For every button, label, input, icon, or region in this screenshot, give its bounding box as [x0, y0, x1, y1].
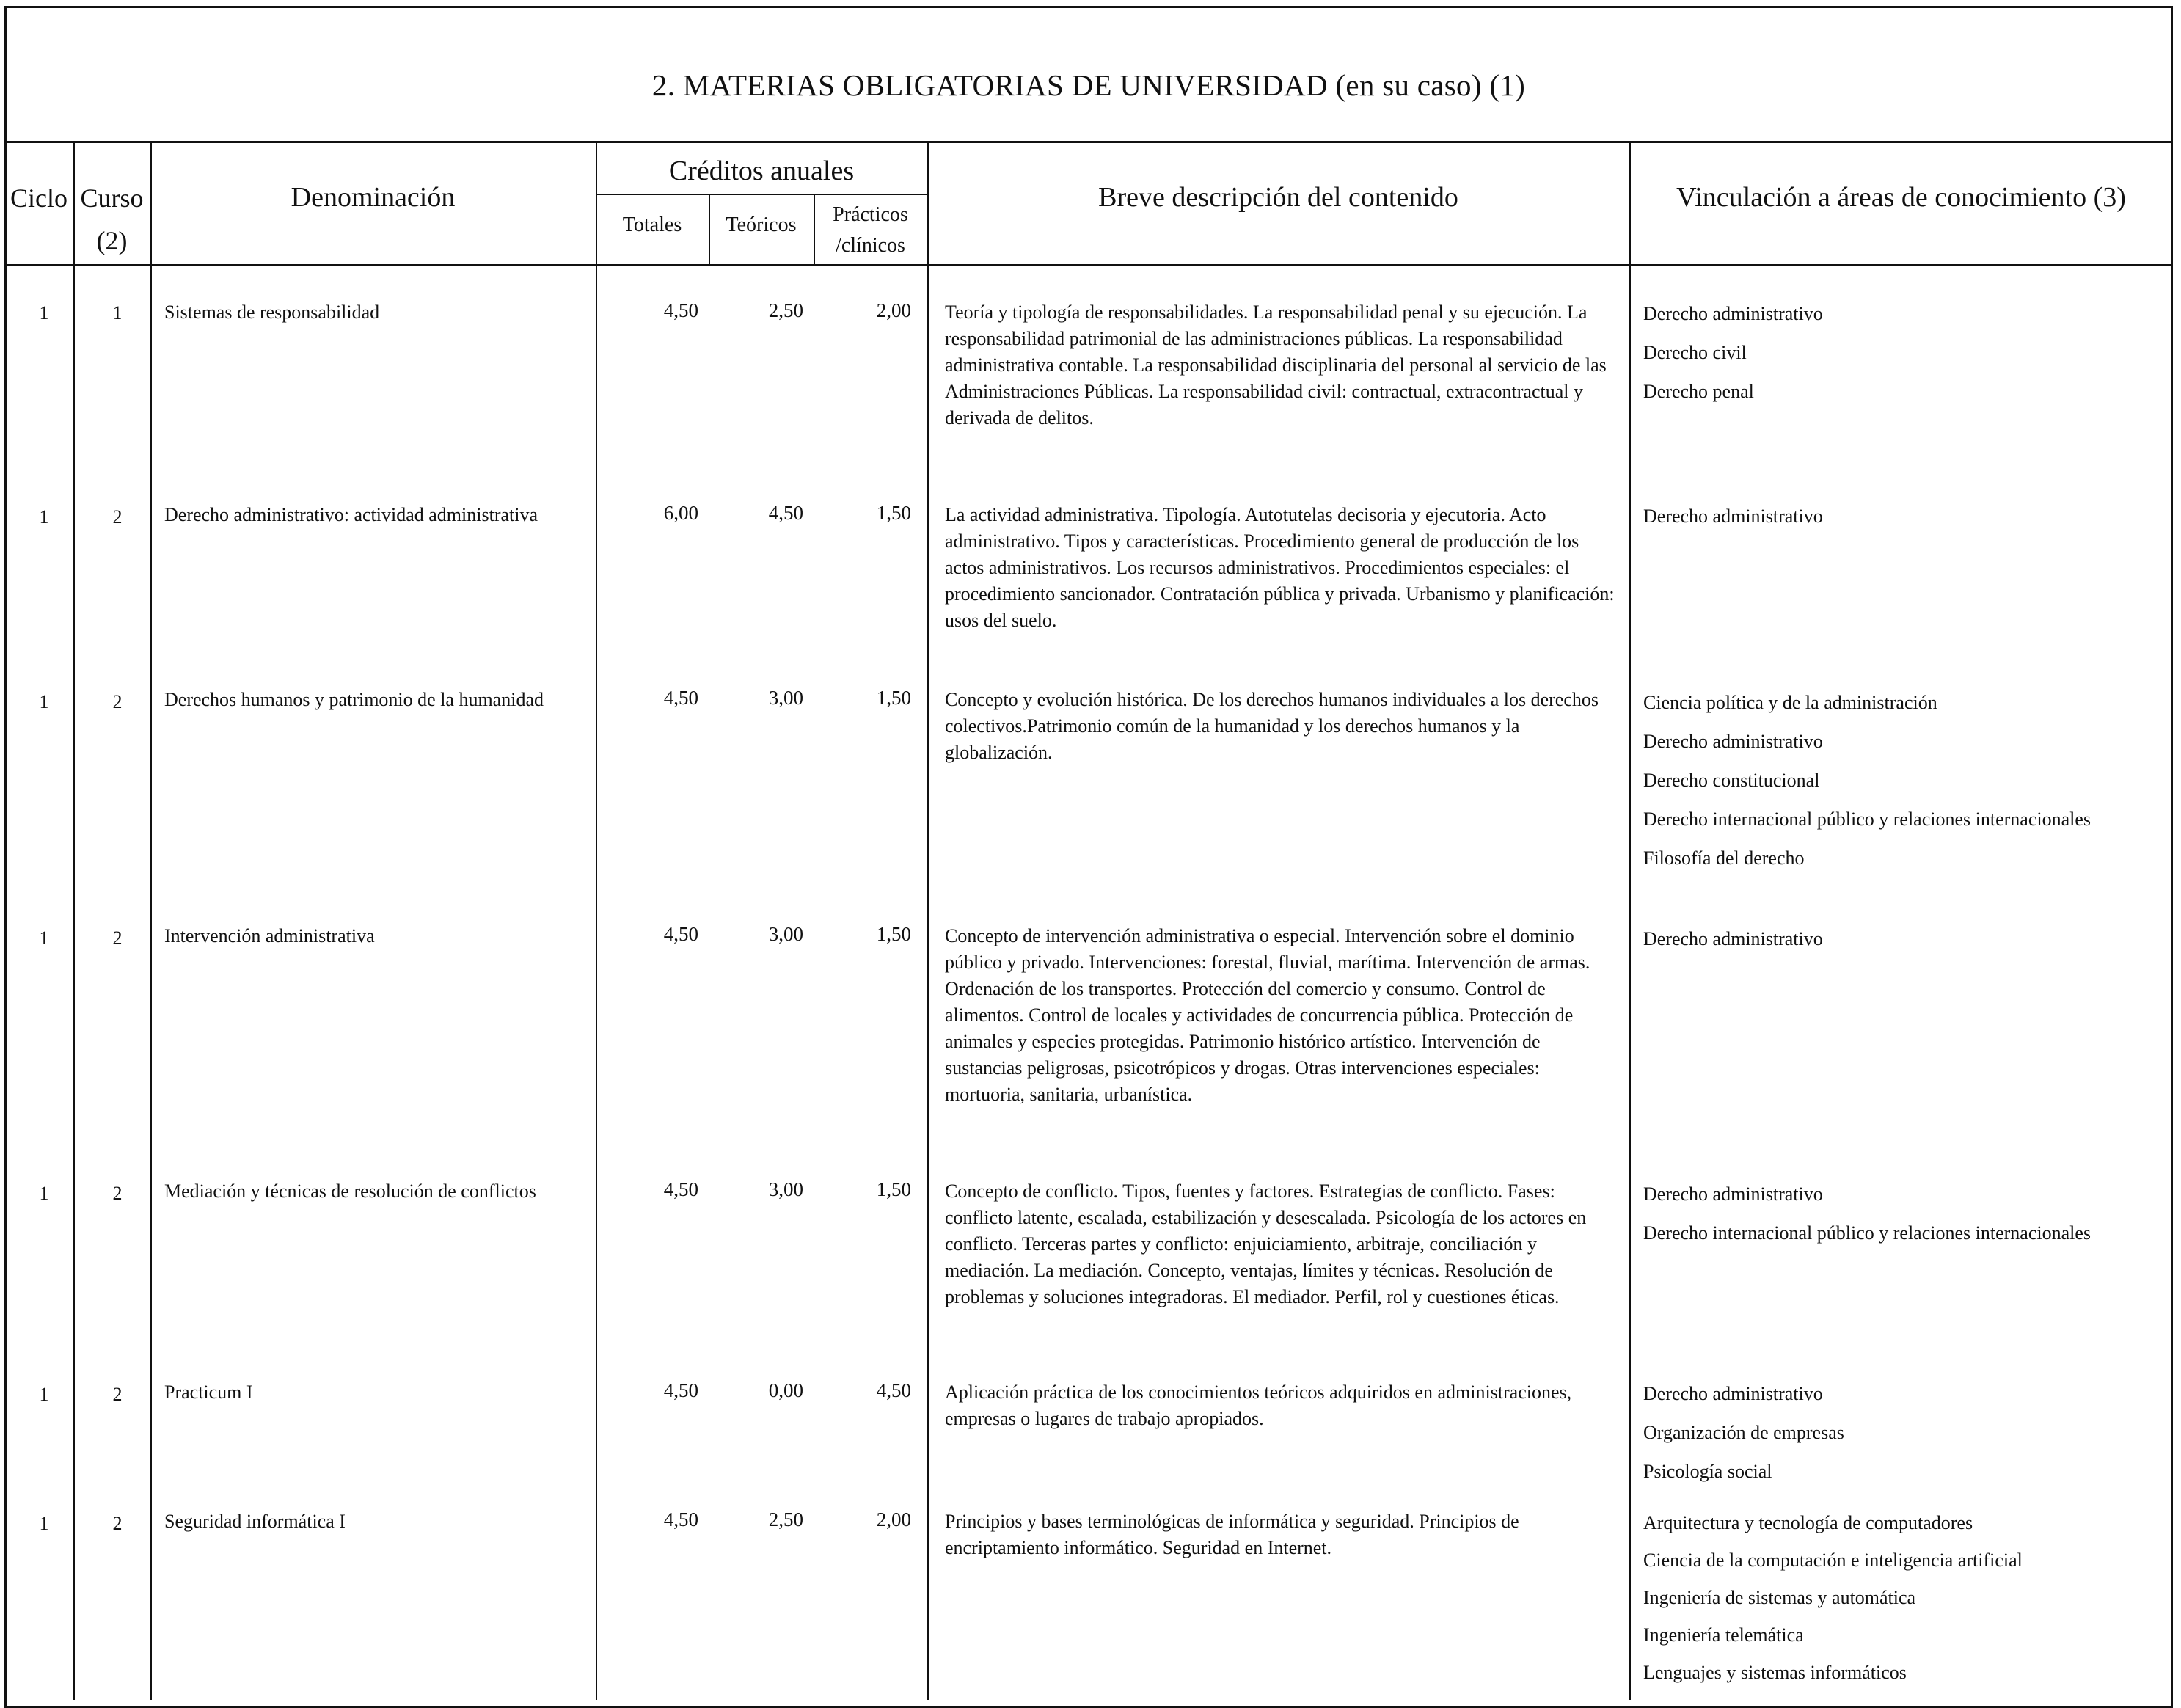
cell-practicos: 1,50 — [876, 502, 911, 524]
cell-totales: 4,50 — [663, 1508, 698, 1530]
header-curso-note: (2) — [96, 226, 128, 255]
cell-denominacion: Sistemas de responsabilidad — [164, 302, 380, 323]
cell-ciclo: 1 — [39, 506, 49, 528]
cell-areas — [1643, 1381, 2164, 1497]
cell-areas — [1643, 926, 2164, 965]
area-item: Derecho administrativo — [1643, 506, 1823, 527]
col-divider-ciclo — [73, 143, 75, 1700]
col-divider-curso — [150, 143, 152, 1700]
header-practicos-clinicos: /clínicos — [836, 234, 905, 257]
area-item: Derecho civil — [1643, 342, 1747, 363]
area-item: Derecho constitucional — [1643, 770, 1820, 791]
cell-areas — [1643, 503, 2164, 542]
cell-curso: 2 — [112, 1384, 123, 1405]
area-item: Derecho penal — [1643, 381, 1754, 402]
area-item: Ciencia de la computación e inteligencia artificial — [1643, 1550, 2023, 1571]
col-divider-descripcion — [1629, 143, 1631, 1700]
cell-teoricos: 3,00 — [768, 687, 803, 709]
cell-totales: 4,50 — [663, 687, 698, 709]
cell-ciclo: 1 — [39, 927, 49, 949]
col-divider-creditos — [927, 143, 929, 1700]
cell-practicos: 2,00 — [876, 1508, 911, 1530]
col-divider-denominacion — [596, 143, 597, 1700]
cell-teoricos: 3,00 — [768, 1178, 803, 1200]
header-teoricos: Teóricos — [726, 213, 797, 236]
area-item: Derecho administrativo — [1643, 928, 1823, 949]
cell-curso: 2 — [112, 927, 123, 949]
cell-teoricos: 2,50 — [768, 299, 803, 321]
cell-teoricos: 4,50 — [768, 502, 803, 524]
cell-descripcion: La actividad administrativa. Tipología. Autotutelas decisoria y ejecutoria. Acto administrativo. Tipos y características. Procedimiento general de producción de los actos administrativos. Los recursos administrativos. Procedimientos especiales: el procedimiento sancionador. Contratación pública y privada. Urbanismo y planificación: usos del suelo. — [945, 504, 1615, 631]
cell-practicos: 1,50 — [876, 923, 911, 945]
cell-teoricos: 2,50 — [768, 1508, 803, 1530]
header-descripcion: Breve descripción del contenido — [1098, 182, 1458, 213]
cell-denominacion: Derechos humanos y patrimonio de la humanidad — [164, 689, 544, 710]
cell-areas — [1643, 690, 2091, 884]
cell-totales: 4,50 — [663, 299, 698, 321]
cell-areas — [1643, 301, 2164, 417]
area-item: Psicología social — [1643, 1461, 1772, 1482]
area-item: Derecho administrativo — [1643, 1183, 1823, 1205]
header-bottom-rule — [4, 264, 2173, 266]
area-item: Organización de empresas — [1643, 1422, 1844, 1443]
cell-descripcion: Teoría y tipología de responsabilidades. La responsabilidad penal y su ejecución. La responsabilidad patrimonial de las administraciones públicas. La responsabilidad administrativa contable. La responsabilidad disciplinaria del personal al servicio de las Administraciones Públicas. La responsabilidad civil: contractual, extracontractual y derivada de delitos. — [945, 302, 1607, 428]
area-item: Lenguajes y sistemas informáticos — [1643, 1662, 1907, 1683]
cell-denominacion: Derecho administrativo: actividad administrativa — [164, 504, 538, 525]
cell-practicos: 1,50 — [876, 687, 911, 709]
cell-curso: 2 — [112, 506, 123, 528]
cell-denominacion: Intervención administrativa — [164, 925, 375, 946]
cell-denominacion: Seguridad informática I — [164, 1511, 346, 1532]
cell-ciclo: 1 — [39, 1183, 49, 1204]
cell-descripcion: Concepto de intervención administrativa o especial. Intervención sobre el dominio público y privado. Intervenciones: forestal, fluvial, marítima. Intervención de armas. Ordenación de los transportes. Protección del comercio y consumo. Control de alimentos. Control de locales y actividades de concurrencia pública. Protección de animales y especies protegidas. Patrimonio histórico artístico. Intervención de sustancias peligrosas, psicotrópicos y drogas. Otras intervenciones especiales: mortuoria, sanitaria, urbanística. — [945, 925, 1590, 1105]
area-item: Derecho administrativo — [1643, 1383, 1823, 1404]
cell-denominacion: Mediación y técnicas de resolución de conflictos — [164, 1180, 536, 1202]
header-vinculacion: Vinculación a áreas de conocimiento (3) — [1676, 182, 2126, 213]
area-item: Derecho internacional público y relaciones internacionales — [1643, 809, 2092, 830]
area-item: Ciencia política y de la administración — [1643, 692, 1937, 713]
cell-descripcion: Principios y bases terminológicas de informática y seguridad. Principios de encriptamiento informático. Seguridad en Internet. — [945, 1511, 1519, 1558]
header-creditos: Créditos anuales — [668, 156, 855, 186]
cell-areas — [1643, 1181, 2091, 1259]
cell-ciclo: 1 — [39, 1384, 49, 1405]
cell-ciclo: 1 — [39, 1513, 49, 1534]
page-title: 2. MATERIAS OBLIGATORIAS DE UNIVERSIDAD (en su caso) (1) — [651, 68, 1526, 102]
cell-descripcion: Aplicación práctica de los conocimientos teóricos adquiridos en administraciones, empresas o lugares de trabajo apropiados. — [945, 1382, 1572, 1429]
cell-totales: 4,50 — [663, 1178, 698, 1200]
cell-ciclo: 1 — [39, 691, 49, 712]
header-curso: Curso — [80, 183, 144, 213]
area-item: Derecho internacional público y relaciones internacionales — [1643, 1222, 2092, 1244]
cell-descripcion: Concepto de conflicto. Tipos, fuentes y factores. Estrategias de conflicto. Fases: conflicto latente, escalada, estabilización y desescalada. Psicología de los actores en conflicto. Terceras partes y conflicto: enjuiciamiento, arbitraje, conciliación y mediación. La mediación. Concepto, ventajas, límites y técnicas. Resolución de problemas y soluciones integradoras. El mediador. Perfil, rol y cuestiones éticas. — [945, 1180, 1587, 1307]
cell-curso: 1 — [112, 302, 123, 324]
cell-denominacion: Practicum I — [164, 1382, 253, 1403]
cell-curso: 2 — [112, 1513, 123, 1534]
cell-totales: 6,00 — [663, 502, 698, 524]
cell-teoricos: 3,00 — [768, 923, 803, 945]
area-item: Arquitectura y tecnología de computadores — [1643, 1512, 1973, 1533]
cell-curso: 2 — [112, 1183, 123, 1204]
cell-totales: 4,50 — [663, 1379, 698, 1401]
title-box — [4, 6, 2173, 143]
area-item: Derecho administrativo — [1643, 303, 1823, 324]
cell-ciclo: 1 — [39, 302, 49, 324]
header-practicos: Prácticos — [833, 203, 908, 226]
cell-totales: 4,50 — [663, 923, 698, 945]
cell-descripcion: Concepto y evolución histórica. De los derechos humanos individuales a los derechos colectivos.Patrimonio común de la humanidad y los derechos humanos y la globalización. — [945, 689, 1599, 763]
cell-practicos: 2,00 — [876, 299, 911, 321]
header-denominacion: Denominación — [291, 182, 456, 213]
area-item: Ingeniería telemática — [1643, 1624, 1804, 1646]
cell-curso: 2 — [112, 691, 123, 712]
header-totales: Totales — [622, 213, 682, 236]
cell-areas — [1643, 1510, 2171, 1685]
cell-teoricos: 0,00 — [768, 1379, 803, 1401]
cell-practicos: 4,50 — [876, 1379, 911, 1401]
area-item: Ingeniería de sistemas y automática — [1643, 1587, 1916, 1608]
area-item: Derecho administrativo — [1643, 731, 1823, 752]
header-ciclo: Ciclo — [10, 183, 67, 213]
cell-practicos: 1,50 — [876, 1178, 911, 1200]
area-item: Filosofía del derecho — [1643, 847, 1805, 869]
creditos-subrule — [596, 194, 927, 195]
